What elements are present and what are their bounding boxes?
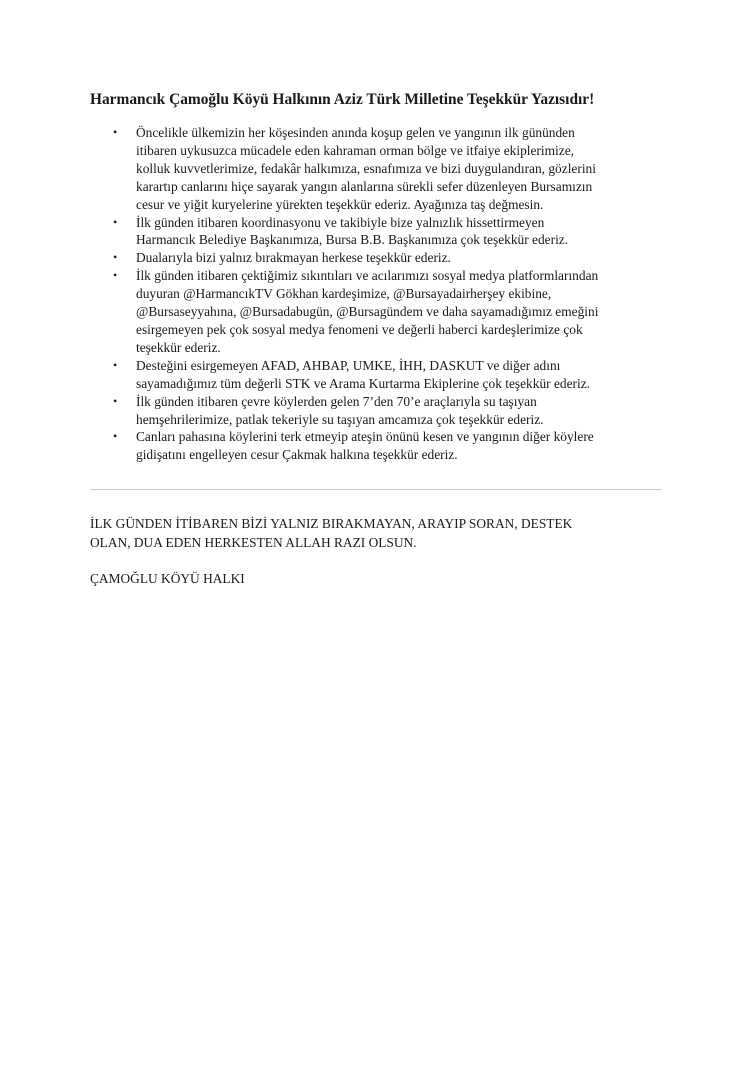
- list-item-line: duyuran @HarmancıkTV Gökhan kardeşimize, @Bursayadairherşey ekibine,: [136, 286, 552, 302]
- list-item-line: esirgemeyen pek çok sosyal medya fenomeni ve değerli haberci kardeşlerimize çok: [136, 321, 583, 337]
- bullet-icon: •: [113, 393, 118, 408]
- list-item-line: teşekkür ederiz.: [136, 339, 221, 355]
- list-item-line: Canları pahasına köylerini terk etmeyip ateşin önünü kesen ve yangının diğer köylere: [136, 429, 594, 445]
- signature: ÇAMOĞLU KÖYÜ HALKI: [90, 571, 245, 586]
- list-item-line: itibaren uykusuzca mücadele eden kahraman orman bölge ve itfaiye ekiplerimize,: [136, 142, 574, 158]
- list-item-line: hemşehrilerimize, patlak tekeriyle su taşıyan amcamıza çok teşekkür ederiz.: [136, 411, 544, 427]
- closing-line: İLK GÜNDEN İTİBAREN BİZİ YALNIZ BIRAKMAYAN, ARAYIP SORAN, DESTEK: [90, 516, 573, 531]
- list-item: [92, 214, 672, 250]
- bullet-icon: •: [113, 250, 118, 265]
- list-item: [92, 393, 672, 429]
- list-item: [92, 428, 672, 464]
- list-item-line: Dualarıyla bizi yalnız bırakmayan herkese teşekkür ederiz.: [136, 250, 451, 266]
- page-title: Harmancık Çamoğlu Köyü Halkının Aziz Türk Milletine Teşekkür Yazısıdır!: [90, 91, 595, 108]
- list-item-line: Harmancık Belediye Başkanımıza, Bursa B.B. Başkanımıza çok teşekkür ederiz.: [136, 232, 569, 248]
- list-item-line: kolluk kuvvetlerimize, fedakâr halkımıza, esnafımıza ve bizi duygulandıran, gözlerini: [136, 160, 596, 176]
- list-item: [92, 249, 672, 267]
- list-item-line: @Bursaseyyahına, @Bursadabugün, @Bursagündem ve daha sayamadığımız emeğini: [136, 304, 599, 320]
- list-item: [92, 357, 672, 393]
- closing-message: [90, 515, 670, 552]
- list-item-line: İlk günden itibaren çevre köylerden gelen 7’den 70’e araçlarıyla su taşıyan: [136, 393, 537, 409]
- list-item-line: İlk günden itibaren çektiğimiz sıkıntıları ve acılarımızı sosyal medya platformlarından: [136, 268, 599, 284]
- bullet-icon: •: [113, 214, 118, 229]
- list-item: [92, 124, 672, 214]
- list-item-line: sayamadığımız tüm değerli STK ve Arama Kurtarma Ekiplerine çok teşekkür ederiz.: [136, 375, 591, 391]
- list-item-line: Öncelikle ülkemizin her köşesinden anında koşup gelen ve yangının ilk gününden: [136, 125, 575, 140]
- list-item-line: gidişatını engelleyen cesur Çakmak halkına teşekkür ederiz.: [136, 447, 458, 463]
- list-item-line: Desteğini esirgemeyen AFAD, AHBAP, UMKE, İHH, DASKUT ve diğer adını: [136, 357, 561, 373]
- list-item-line: cesur ve yiğit kuryelerine yürekten teşekkür ederiz. Ayağınıza taş değmesin.: [136, 196, 544, 212]
- list-item: [92, 267, 672, 357]
- bullet-icon: •: [113, 357, 118, 372]
- bullet-icon: •: [113, 429, 118, 444]
- bullet-icon: •: [113, 268, 118, 283]
- list-item-line: İlk günden itibaren koordinasyonu ve takibiyle bize yalnızlık hissettirmeyen: [136, 214, 545, 230]
- thanks-list: [92, 124, 672, 464]
- list-item-line: karartıp canlarını hiçe sayarak yangın alanlarına sürekli sefer düzenleyen Bursamızın: [136, 178, 593, 194]
- bullet-icon: •: [113, 125, 118, 139]
- closing-line: OLAN, DUA EDEN HERKESTEN ALLAH RAZI OLSUN.: [90, 534, 417, 550]
- section-divider: [90, 489, 662, 490]
